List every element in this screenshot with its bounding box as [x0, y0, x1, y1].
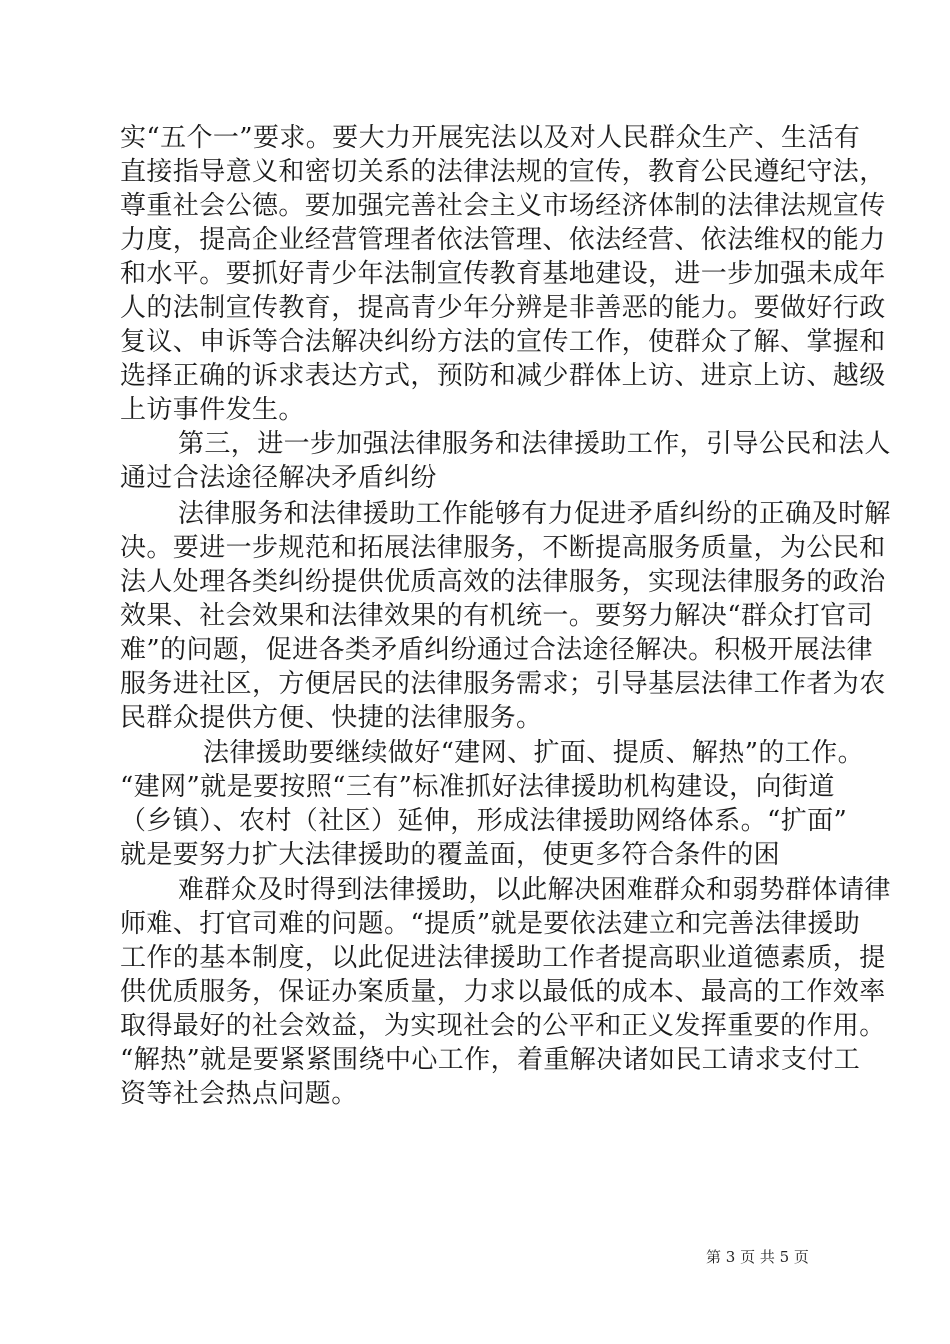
- body-text-line: 法律援助要继续做好“建网、扩面、提质、解热”的工作。: [203, 738, 864, 768]
- body-text-line: 直接指导意义和密切关系的法律法规的宣传，教育公民遵纪守法，: [120, 157, 886, 187]
- body-text-line: 资等社会热点问题。: [120, 1079, 358, 1109]
- body-text-line: 决。要进一步规范和拓展法律服务，不断提高服务质量，为公民和: [120, 533, 886, 563]
- body-text-line: 尊重社会公德。要加强完善社会主义市场经济体制的法律法规宣传: [120, 191, 886, 221]
- body-text-line: （乡镇）、农村（社区）延伸，形成法律援助网络体系。“扩面”: [120, 806, 848, 836]
- body-text-line: 效果、社会效果和法律效果的有机统一。要努力解决“群众打官司: [120, 601, 873, 631]
- body-text-line: 力度，提高企业经营管理者依法管理、依法经营、依法维权的能力: [120, 225, 886, 255]
- section-heading-line: 通过合法途径解决矛盾纠纷: [120, 463, 437, 493]
- body-text-line: 和水平。要抓好青少年法制宣传教育基地建设，进一步加强未成年: [120, 259, 886, 289]
- body-text-line: 难”的问题，促进各类矛盾纠纷通过合法途径解决。积极开展法律: [120, 635, 873, 665]
- body-text-line: “建网”就是要按照“三有”标准抓好法律援助机构建设，向街道: [120, 772, 835, 802]
- body-text-line: 服务进社区，方便居民的法律服务需求；引导基层法律工作者为农: [120, 669, 886, 699]
- section-heading-line: 第三，进一步加强法律服务和法律援助工作，引导公民和法人: [178, 429, 891, 459]
- body-text-line: 就是要努力扩大法律援助的覆盖面，使更多符合条件的困: [120, 840, 781, 870]
- body-text-line: 复议、申诉等合法解决纠纷方法的宣传工作，使群众了解、掌握和: [120, 327, 886, 357]
- body-text-line: 人的法制宣传教育，提高青少年分辨是非善恶的能力。要做好行政: [120, 293, 886, 323]
- body-text-line: 师难、打官司难的问题。“提质”就是要依法建立和完善法律援助: [120, 909, 861, 939]
- body-text-line: 选择正确的诉求表达方式，预防和减少群体上访、进京上访、越级: [120, 361, 886, 391]
- body-text-line: 供优质服务，保证办案质量，力求以最低的成本、最高的工作效率: [120, 977, 886, 1007]
- body-text-line: 法律服务和法律援助工作能够有力促进矛盾纠纷的正确及时解: [178, 499, 891, 529]
- body-text-line: 实“五个一”要求。要大力开展宪法以及对人民群众生产、生活有: [120, 123, 861, 153]
- body-text-line: 上访事件发生。: [120, 395, 305, 425]
- page-number-footer: 第 3 页 共 5 页: [706, 1248, 809, 1266]
- body-text-line: 难群众及时得到法律援助，以此解决困难群众和弱势群体请律: [178, 875, 891, 905]
- body-text-line: 取得最好的社会效益，为实现社会的公平和正义发挥重要的作用。: [120, 1011, 886, 1041]
- body-text-line: “解热”就是要紧紧围绕中心工作，着重解决诸如民工请求支付工: [120, 1045, 861, 1075]
- body-text-line: 民群众提供方便、快捷的法律服务。: [120, 703, 543, 733]
- body-text-line: 工作的基本制度，以此促进法律援助工作者提高职业道德素质，提: [120, 943, 886, 973]
- body-text-line: 法人处理各类纠纷提供优质高效的法律服务，实现法律服务的政治: [120, 567, 886, 597]
